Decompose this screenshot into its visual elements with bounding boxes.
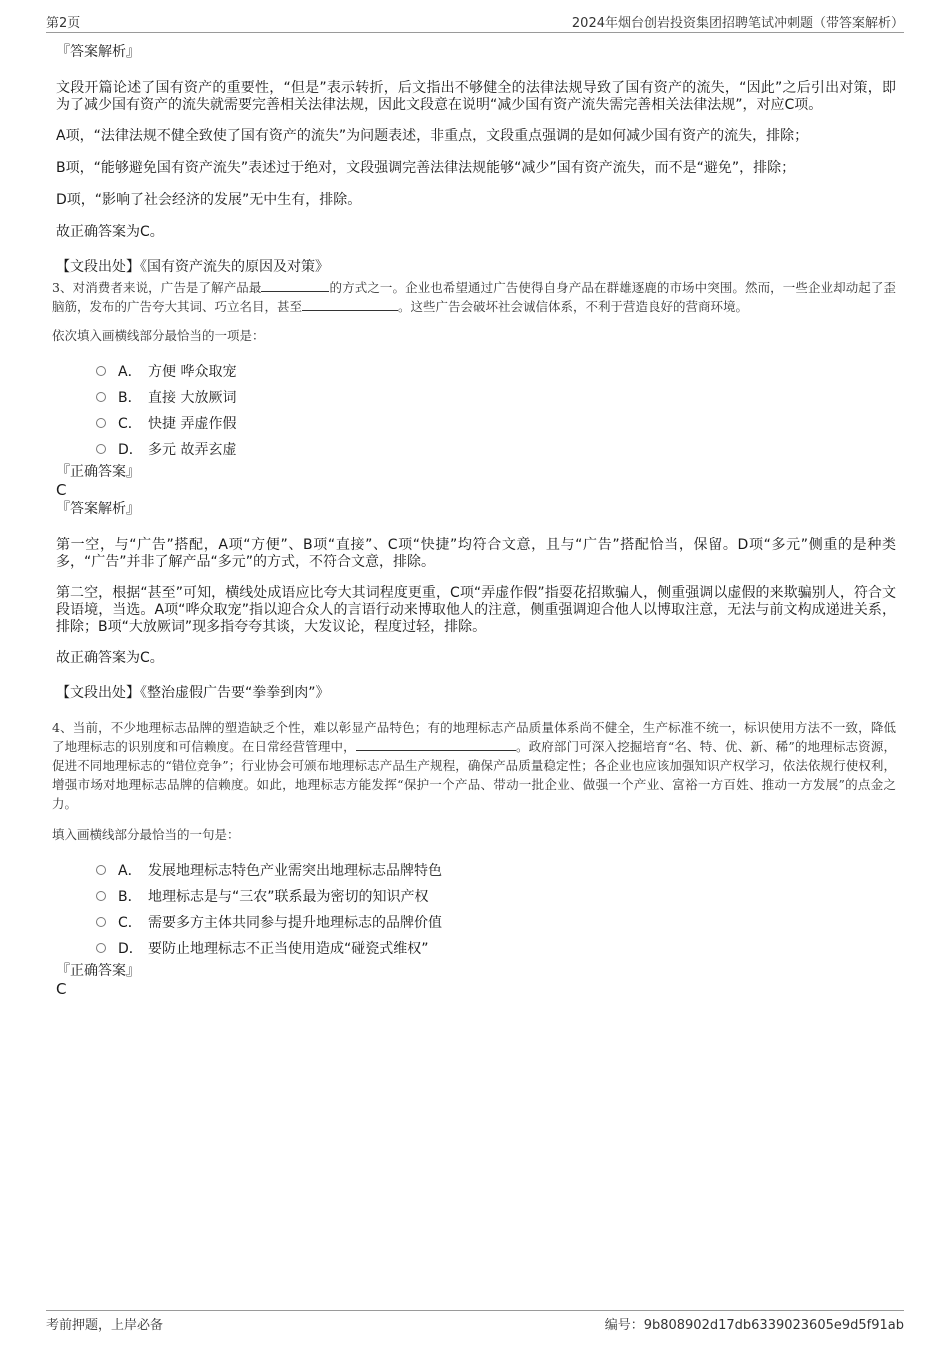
option-list bbox=[56, 358, 896, 462]
page-footer bbox=[46, 1310, 904, 1333]
document-title: 2024年烟台创岩投资集团招聘笔试冲刺题（带答案解析） bbox=[571, 16, 904, 31]
radio-icon[interactable] bbox=[96, 418, 106, 428]
correct-answer: C bbox=[56, 481, 67, 499]
option-c[interactable]: C． 需要多方主体共同参与提升地理标志的品牌价值 bbox=[96, 909, 896, 935]
radio-icon[interactable] bbox=[96, 392, 106, 402]
analysis-conclusion: 故正确答案为C。 bbox=[56, 224, 164, 240]
analysis-paragraph: B项，“能够避免国有资产流失”表述过于绝对，文段强调完善法律法规能够“减少”国有资产流失，而不是“避免”，排除； bbox=[56, 160, 796, 176]
option-d[interactable]: D． 多元 故弄玄虚 bbox=[96, 436, 896, 462]
radio-icon[interactable] bbox=[96, 865, 106, 875]
analysis-paragraph: 第二空，根据“甚至”可知，横线处成语应比夸大其词程度更重，C项“弄虚作假”指耍花招欺骗人，侧重强调以虚假的来欺骗别人，符合文段语境，当选。A项“哗众取宠”指以迎合众人的言语行动来博取他人的注意，侧重强调迎合他人以博取注意，无法与前文构成递进关系，排除；B项“大放厥词”现多指夸夸其谈，大发议论，程度过轻，排除。 bbox=[56, 585, 896, 635]
radio-icon[interactable] bbox=[96, 943, 106, 953]
source-citation: 【文段出处】《国有资产流失的原因及对策》 bbox=[56, 259, 329, 275]
analysis-paragraph: A项，“法律法规不健全致使了国有资产的流失”为问题表述，非重点，文段重点强调的是如何减少国有资产的流失，排除； bbox=[56, 128, 809, 144]
option-a[interactable]: A． 发展地理标志特色产业需突出地理标志品牌特色 bbox=[96, 857, 896, 883]
question-hint: 填入画横线部分最恰当的一句是： bbox=[52, 827, 240, 842]
question-hint: 依次填入画横线部分最恰当的一项是： bbox=[52, 328, 265, 343]
answer-label: 『正确答案』 bbox=[56, 464, 140, 480]
radio-icon[interactable] bbox=[96, 891, 106, 901]
question-3-text: 3、对消费者来说，广告是了解产品最 的方式之一。企业也希望通过广告使得自身产品在群雄逐鹿的市场中突围。然而，一些企业却动起了歪脑筋，发布的广告夸大其词、巧立名目，甚至 。这些广告会破坏社会诚信体系，不利于营造良好的营商环境。 bbox=[52, 280, 896, 314]
page-header bbox=[46, 12, 904, 33]
analysis-conclusion: 故正确答案为C。 bbox=[56, 650, 164, 666]
analysis-paragraph: 第一空，与“广告”搭配，A项“方便”、B项“直接”、C项“快捷”均符合文意，且与“广告”搭配恰当，保留。D项“多元”侧重的是种类多，“广告”并非了解产品“多元”的方式，不符合文意，排除。 bbox=[56, 537, 896, 570]
page-number: 第2页 bbox=[46, 16, 81, 31]
option-b[interactable]: B． 地理标志是与“三农”联系最为密切的知识产权 bbox=[96, 883, 896, 909]
correct-answer: C bbox=[56, 980, 67, 998]
radio-icon[interactable] bbox=[96, 366, 106, 376]
option-b[interactable]: B． 直接 大放厥词 bbox=[96, 384, 896, 410]
source-citation: 【文段出处】《整治虚假广告要“拳拳到肉”》 bbox=[56, 685, 330, 701]
footer-slogan: 考前押题，上岸必备 bbox=[46, 1318, 164, 1333]
analysis-paragraph: D项，“影响了社会经济的发展”无中生有，排除。 bbox=[56, 192, 362, 208]
analysis-label: 『答案解析』 bbox=[56, 44, 140, 60]
fill-blank bbox=[356, 738, 516, 751]
option-list bbox=[56, 857, 896, 961]
fill-blank bbox=[302, 298, 398, 311]
page-content bbox=[52, 44, 896, 998]
analysis-paragraph: 文段开篇论述了国有资产的重要性，“但是”表示转折，后文指出不够健全的法律法规导致了国有资产的流失，“因此”之后引出对策，即为了减少国有资产的流失就需要完善相关法律法规，因此文段意在说明“减少国有资产流失需完善相关法律法规”，对应C项。 bbox=[56, 80, 896, 113]
question-4-text: 4、当前，不少地理标志品牌的塑造缺乏个性，难以彰显产品特色；有的地理标志产品质量体系尚不健全，生产标准不统一，标识使用方法不一致，降低了地理标志的识别度和可信赖度。在日常经营管理中， 。政府部门可深入挖掘培育“名、特、优、新、稀”的地理标志资源，促进不同地理标志的“错位竞争”；行业协会可颁布地理标志产品生产规程，确保产品质量稳定性；各企业也应该加强知识产权学习，依法依规行使权利，增强市场对地理标志品牌的信赖度。如此，地理标志方能发挥“保护一个产品、带动一批企业、做强一个产业、富裕一方百姓、推动一方发展”的点金之力。 bbox=[52, 720, 896, 811]
radio-icon[interactable] bbox=[96, 917, 106, 927]
option-c[interactable]: C． 快捷 弄虚作假 bbox=[96, 410, 896, 436]
document-code: 编号：9b808902d17db6339023605e9d5f91ab bbox=[604, 1318, 904, 1333]
option-d[interactable]: D． 要防止地理标志不正当使用造成“碰瓷式维权” bbox=[96, 935, 896, 961]
analysis-label: 『答案解析』 bbox=[56, 501, 140, 517]
radio-icon[interactable] bbox=[96, 444, 106, 454]
option-a[interactable]: A． 方便 哗众取宠 bbox=[96, 358, 896, 384]
fill-blank bbox=[261, 279, 329, 292]
answer-label: 『正确答案』 bbox=[56, 963, 140, 979]
